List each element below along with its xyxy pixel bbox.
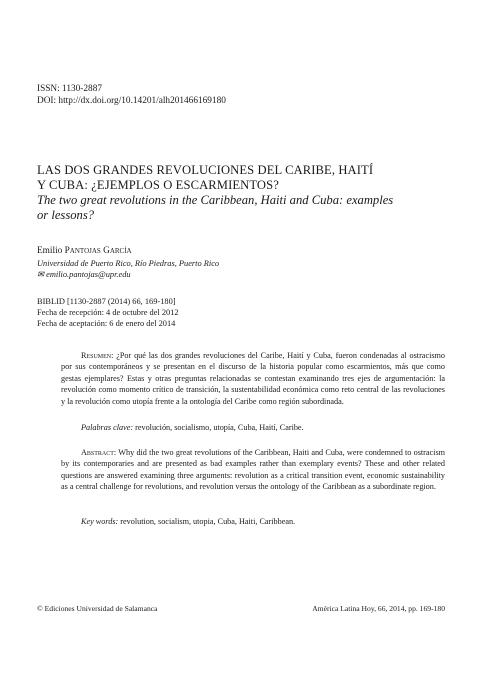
- resumen-label: Resumen:: [81, 351, 114, 360]
- keywords-text: revolution, socialism, utopia, Cuba, Haiti, Caribbean.: [120, 517, 296, 526]
- resumen-text: ¿Por qué las dos grandes revoluciones del Caribe, Haití y Cuba, fueron condenadas al ostracismo por sus contemporáneos y se presentan en el discurso de la historia popular como escarmientos, más que como gestas ejemplares? Estas y otras preguntas relacionadas se contestan examinando tres ejes de argumentación: la revolución como momento crítico de transición, la sustentabilidad económica como reto central de las revoluciones y la revolución como utopía frente a la ontología del Caribe como región subordinada.: [61, 351, 445, 406]
- title-spanish-line1: LAS DOS GRANDES REVOLUCIONES DEL CARIBE, HAITÍ: [37, 163, 374, 177]
- abstract-block: [61, 447, 445, 493]
- title-english-line2: or lessons?: [37, 208, 95, 222]
- palabras-clave-label: Palabras clave:: [81, 423, 134, 432]
- resumen-block: [61, 350, 445, 407]
- title-english-line1: The two great revolutions in the Caribbean, Haiti and Cuba: examples: [37, 193, 394, 207]
- palabras-clave-text: revolución, socialismo, utopía, Cuba, Haití, Caribe.: [135, 423, 304, 432]
- issn: ISSN: 1130-2887: [37, 84, 102, 94]
- date-received: Fecha de recepción: 4 de octubre del 2012: [37, 308, 179, 317]
- biblid: BIBLID [1130-2887 (2014) 66, 169-180]: [37, 297, 176, 306]
- footer-publisher: © Ediciones Universidad de Salamanca: [37, 604, 158, 613]
- author-email[interactable]: ✉ emilio.pantojas@upr.edu: [37, 270, 131, 279]
- author-name: [37, 246, 132, 256]
- author-first-name: Emilio: [37, 246, 63, 256]
- title-spanish-line2: Y CUBA: ¿EJEMPLOS O ESCARMIENTOS?: [37, 178, 279, 192]
- date-accepted: Fecha de aceptación: 6 de enero del 2014: [37, 319, 176, 328]
- keywords-label: Key words:: [81, 517, 119, 526]
- keywords: [81, 516, 445, 527]
- palabras-clave: [81, 422, 445, 433]
- abstract-label: Abstract:: [81, 448, 117, 457]
- abstract-text: Why did the two great revolutions of the Caribbean, Haiti and Cuba, were condemned to ostracism by its contemporaries and are presented as bad examples rather than exemplary events? These and other related questions are answered examining three arguments: revolution as a critical transition event, economic sustainability as a central challenge for revolutions, and revolution versus the ontology of the Caribbean as a subordinate region.: [61, 448, 446, 492]
- author-last-name: Pantojas García: [64, 246, 132, 256]
- doi[interactable]: DOI: http://dx.doi.org/10.14201/alh201466169180: [37, 96, 226, 106]
- footer-citation: América Latina Hoy, 66, 2014, pp. 169-180: [312, 604, 445, 613]
- author-affiliation: Universidad de Puerto Rico, Río Piedras, Puerto Rico: [37, 259, 220, 268]
